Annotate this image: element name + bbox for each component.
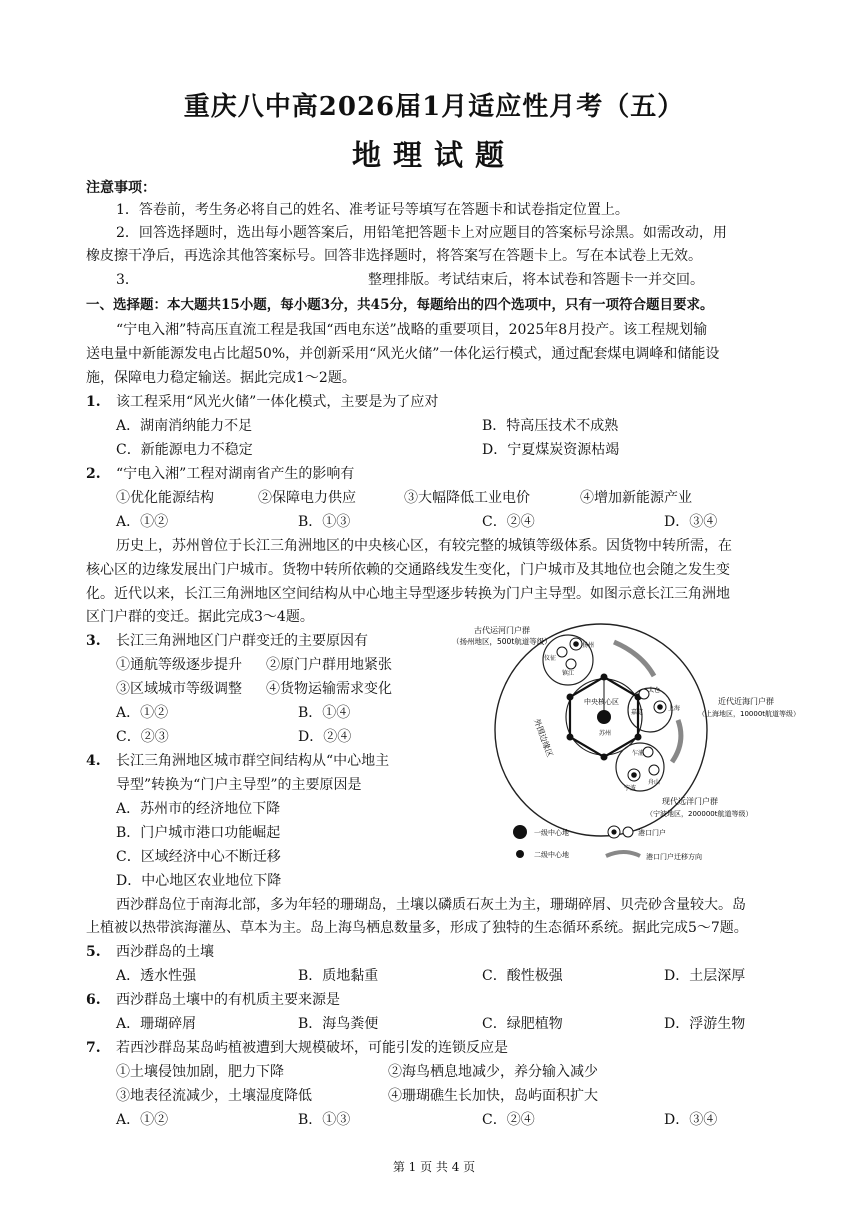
city-label: 仪征 [544,655,557,662]
city-label: 宁波 [624,785,637,792]
passage-line: 施，保障电力稳定输送。据此完成1～2题。 [86,370,356,386]
city-label: 嘉定 [631,709,644,716]
legend-shift-label: 港口门户迁移方向 [646,853,702,861]
question-number: 1. [86,394,101,410]
question-stem: 若西沙群岛某岛屿植被遭到大规模破坏，可能引发的连锁反应是 [116,1040,508,1056]
option-c[interactable]: C．绿肥植物 [482,1016,563,1032]
statement-4: ④货物运输需求变化 [266,681,392,697]
statement-2: ②保障电力供应 [258,490,356,506]
question-stem: 长江三角洲地区门户群变迁的主要原因有 [116,633,368,649]
passage-line: 上植被以热带滨海灌丛、草本为主。岛上海鸟栖息数量多，形成了独特的生态循环系统。据此完成5～7题。 [86,920,748,936]
statement-1: ①通航等级逐步提升 [116,657,242,673]
city-label: 太仓 [648,687,661,694]
passage-line: 区门户群的变迁。据此完成3～4题。 [86,609,314,625]
option-a[interactable]: A．苏州市的经济地位下降 [116,801,281,817]
passage-line: 核心区的边缘发展出门户城市。货物中转所依赖的交通路线发生变化，门户城市及其地位也会随之发生变 [86,562,730,578]
option-d[interactable]: D．②④ [298,729,352,745]
question-stem: 西沙群岛的土壤 [116,944,214,960]
gateway-diagram [416,622,836,872]
passage-line: 历史上，苏州曾位于长江三角洲地区的中央核心区，有较完整的城镇等级体系。因货物中转所需，在 [116,538,732,554]
port-gateway-icon [566,659,576,669]
notice-item: 1．答卷前，考生务必将自己的姓名、准考证号等填写在答题卡和试卷指定位置上。 [116,202,629,218]
current-gateway-title: 现代远洋门户群 [662,797,718,806]
core-region-label: 中央核心区 [584,698,619,706]
legend-primary-label: 一级中心地 [534,829,569,837]
secondary-center-node [635,734,642,741]
question-number: 2. [86,466,101,482]
section-heading: 一、选择题：本大题共15小题，每小题3分，共45分，每题给出的四个选项中，只有一项符合题目要求。 [86,297,714,313]
statement-3: ③区域城市等级调整 [116,681,242,697]
option-a[interactable]: A．①② [116,1112,169,1128]
notice-item: 2．回答选择题时，选出每小题答案后，用铅笔把答题卡上对应题目的答案标号涂黑。如需改动，用 [116,225,727,241]
page-number: 第 1 页 共 4 页 [392,1160,476,1174]
port-gateway-icon [649,765,659,775]
secondary-center-node [567,694,574,701]
statement-2: ②原门户群用地紧张 [266,657,392,673]
option-c[interactable]: C．②③ [116,729,169,745]
city-label: 苏州 [599,730,612,737]
option-d[interactable]: D．③④ [664,1112,718,1128]
question-1 [0,391,868,413]
ancient-gateway-title: 古代运河门户群 [474,626,530,635]
statement-1: ①土壤侵蚀加剧，肥力下降 [116,1064,284,1080]
port-shift-arrow [672,720,681,762]
option-b[interactable]: B．门户城市港口功能崛起 [116,825,281,841]
passage-line: 送电量中新能源发电占比超50%，并创新采用“风光火储”一体化运行模式，通过配套煤电调峰和储能设 [86,346,720,362]
question-number: 5. [86,944,101,960]
exam-subject: 地理试题 [351,138,516,172]
option-c[interactable]: C．新能源电力不稳定 [116,442,253,458]
exam-title: 重庆八中高2026届1月适应性月考（五） [183,92,685,122]
option-d[interactable]: D．浮游生物 [664,1016,746,1032]
question-6 [0,989,868,1011]
statement-4: ④珊瑚礁生长加快，岛屿面积扩大 [388,1088,598,1104]
option-c[interactable]: C．②④ [482,1112,535,1128]
port-gateway-icon [557,647,567,657]
question-4 [0,750,420,772]
secondary-center-node [601,754,608,761]
option-b[interactable]: B．①③ [298,1112,351,1128]
statement-4: ④增加新能源产业 [580,490,692,506]
question-number: 6. [86,992,101,1008]
city-label: 上海 [668,705,681,712]
question-number: 4. [86,753,101,769]
option-b[interactable]: B．海鸟粪便 [298,1016,379,1032]
option-d[interactable]: D．③④ [664,514,718,530]
statement-2: ②海鸟栖息地减少，养分输入减少 [388,1064,598,1080]
option-b[interactable]: B．①④ [298,705,351,721]
port-gateway-icon [643,747,653,757]
modern-gateway-title: 近代近海门户群 [718,697,774,706]
notice-heading: 注意事项： [86,180,156,196]
question-number: 7. [86,1040,101,1056]
option-b[interactable]: B．特高压技术不成熟 [482,418,619,434]
city-label: 扬州 [582,642,595,649]
statement-3: ③大幅降低工业电价 [404,490,530,506]
city-label: 镇江 [562,670,575,677]
option-c[interactable]: C．区域经济中心不断迁移 [116,849,281,865]
legend-primary-icon [513,825,527,839]
option-c[interactable]: C．②④ [482,514,535,530]
city-label: 舟山 [648,779,661,786]
option-d[interactable]: D．宁夏煤炭资源枯竭 [482,442,620,458]
option-a[interactable]: A．透水性强 [116,968,197,984]
option-d[interactable]: D．中心地区农业地位下降 [116,873,282,889]
question-2 [0,463,868,485]
notice-item: 3． [116,272,139,288]
primary-center-node [597,710,611,724]
option-d[interactable]: D．土层深厚 [664,968,746,984]
passage-line: “宁电入湘”特高压直流工程是我国“西电东送”战略的重要项目，2025年8月投产。该工程规划输 [116,322,708,338]
secondary-center-node [601,674,608,681]
statement-3: ③地表径流减少，土壤湿度降低 [116,1088,312,1104]
secondary-center-node [567,734,574,741]
question-5 [0,941,868,963]
legend-shift-icon [606,852,640,856]
port-shift-arrow [614,642,654,676]
question-stem: “宁电入湘”工程对湖南省产生的影响有 [116,466,355,482]
option-a[interactable]: A．珊瑚碎屑 [116,1016,197,1032]
option-a[interactable]: A．湖南消纳能力不足 [116,418,253,434]
option-a[interactable]: A．①② [116,514,169,530]
passage-line: 西沙群岛位于南海北部，多为年轻的珊瑚岛，土壤以磷质石灰土为主，珊瑚碎屑、贝壳砂含量较大。岛 [116,897,746,913]
option-c[interactable]: C．酸性极强 [482,968,563,984]
option-b[interactable]: B．质地黏重 [298,968,379,984]
passage-line: 化。近代以来，长江三角洲地区空间结构从中心地主导型逐步转换为门户主导型。如图示意长江三角洲地 [86,586,730,602]
question-stem: 长江三角洲地区城市群空间结构从“中心地主 [116,753,390,769]
option-b[interactable]: B．①③ [298,514,351,530]
question-stem: 西沙群岛土壤中的有机质主要来源是 [116,992,340,1008]
question-number: 3. [86,633,101,649]
modern-gateway-sub: （上海地区，10000t航道等级） [698,710,801,718]
question-3 [0,630,420,652]
legend-port-label: 港口门户 [638,829,666,837]
question-7 [0,1037,868,1059]
current-gateway-sub: （宁波地区，200000t航道等级） [646,810,753,818]
ancient-gateway-sub: （扬州地区，500t航道等级） [452,637,552,646]
question-stem: 该工程采用“风光火储”一体化模式，主要是为了应对 [116,394,439,410]
statement-1: ①优化能源结构 [116,490,214,506]
city-label: 乍浦 [632,750,645,757]
legend-secondary-icon [516,850,524,858]
option-a[interactable]: A．①② [116,705,169,721]
notice-item-cont: 橡皮擦干净后，再选涂其他答案标号。回答非选择题时，将答案写在答题卡上。写在本试卷上无效。 [86,248,702,264]
legend-secondary-label: 二级中心地 [534,851,569,859]
notice-item-cont: 整理排版。考试结束后，将本试卷和答题卡一并交回。 [368,272,704,288]
outer-region-label: 外围边缘区 [532,717,555,759]
question-stem-cont: 导型”转换为“门户主导型”的主要原因是 [116,777,362,793]
